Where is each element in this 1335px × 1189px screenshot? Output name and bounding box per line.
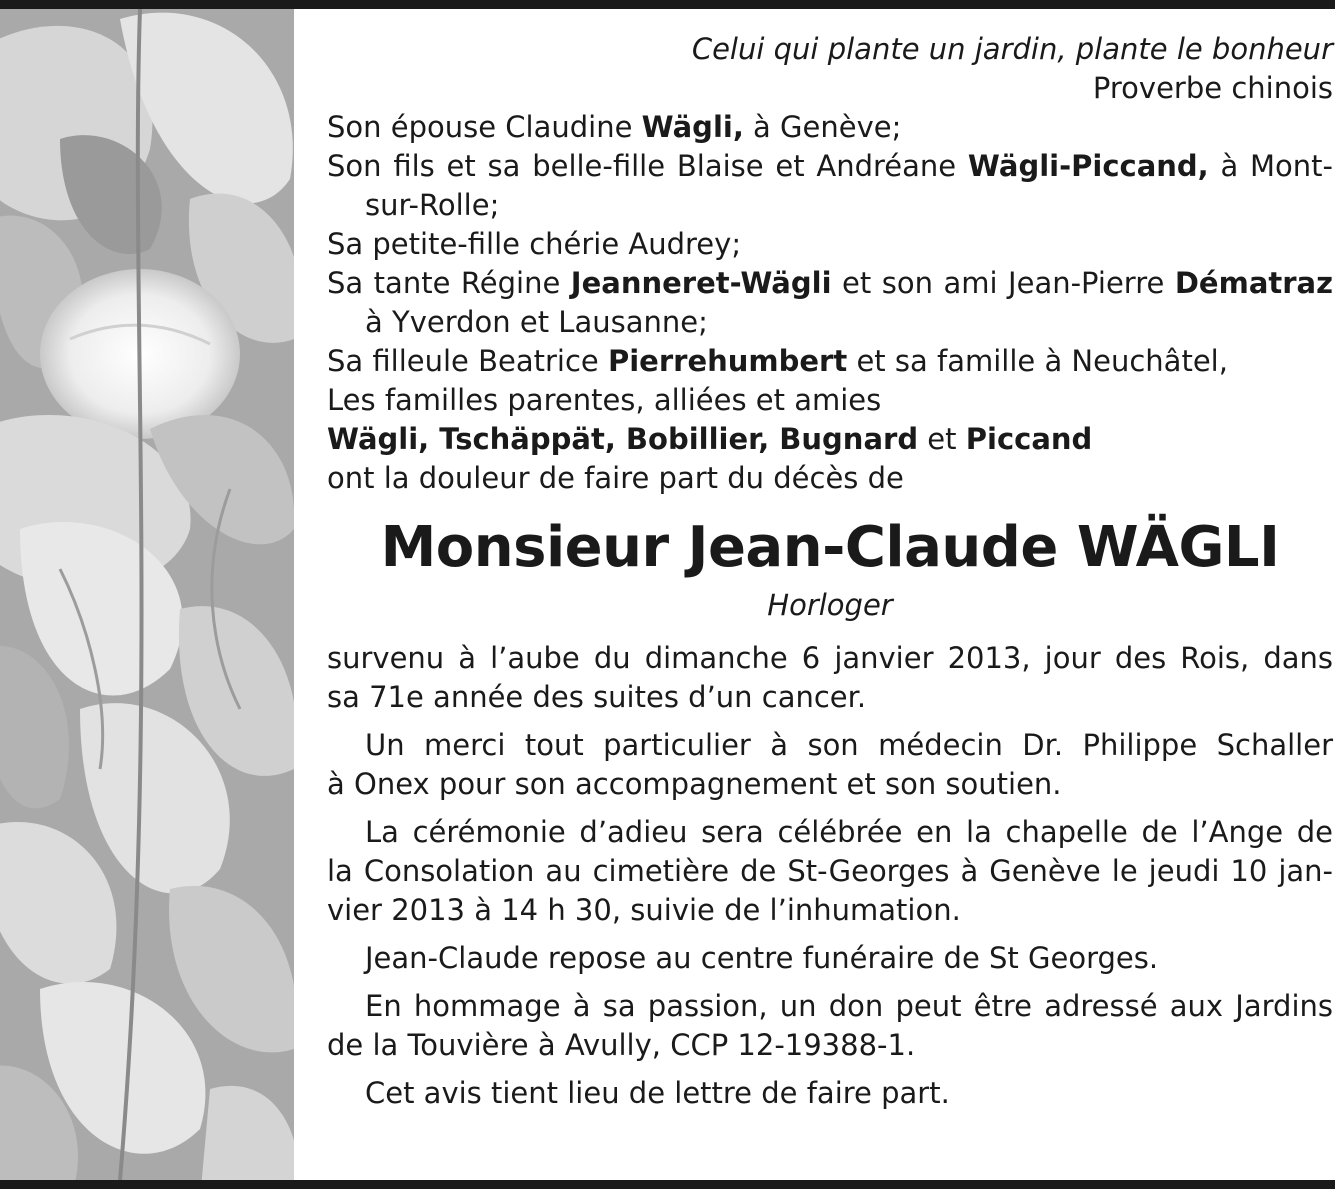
mourner-text: Sa tante Régine: [327, 266, 571, 300]
mourner-surname: Jeanneret-Wägli: [570, 266, 832, 300]
epigraph-quote: Celui qui plante un jardin, plante le bonheur: [691, 32, 1333, 66]
paragraph-line: Jean-Claude repose au centre funéraire de St Georges.: [365, 941, 1159, 975]
paragraph-line: survenu à l’aube du dimanche 6 janvier 2013, jour des Rois, dans: [327, 641, 1333, 675]
paragraph-line: de la Touvière à Avully, CCP 12-19388-1.: [327, 1028, 916, 1062]
mourner-families: Les familles parentes, alliées et amies: [327, 383, 882, 417]
ceremony-paragraph: [327, 813, 1333, 930]
mourner-text: Son épouse Claudine: [327, 110, 642, 144]
mourner-surname: Dématraz: [1174, 266, 1333, 300]
mourner-surname: Wägli-Piccand,: [967, 149, 1209, 183]
bottom-rule: [0, 1180, 1335, 1189]
mourner-granddaughter: Sa petite-fille chérie Audrey;: [327, 227, 742, 261]
mourner-text: Son fils et sa belle-fille Blaise et Andréane: [327, 149, 968, 183]
mourner-family-names: [327, 420, 1333, 459]
flower-leaves-image: [0, 9, 294, 1180]
thanks-paragraph: [327, 726, 1333, 804]
mourner-aunt: [327, 264, 1333, 303]
morning-glory-photo: [0, 9, 294, 1180]
paragraph-line: la Consolation au cimetière de St-Georges à Genève le jeudi 10 jan-: [327, 854, 1333, 888]
rest-paragraph: [327, 939, 1333, 978]
paragraph-line: En hommage à sa passion, un don peut être adressé aux Jardins: [365, 989, 1333, 1023]
deceased-name: Monsieur Jean-Claude WÄGLI: [380, 515, 1280, 580]
mourner-surname: Wägli, Tschäppät, Bobillier, Bugnard: [327, 422, 919, 456]
paragraph-line: Un merci tout particulier à son médecin Dr. Philippe Schaller: [365, 728, 1333, 762]
death-paragraph: [327, 639, 1333, 717]
donation-paragraph: [327, 987, 1333, 1065]
announcement-line: ont la douleur de faire part du décès de: [327, 461, 904, 495]
mourner-text: et son ami Jean-Pierre: [831, 266, 1175, 300]
mourner-text: Sa filleule Beatrice: [327, 344, 608, 378]
mourner-son: [327, 147, 1333, 186]
mourner-text: à Mont-: [1208, 149, 1334, 183]
mourner-son-place: sur-Rolle;: [365, 188, 500, 222]
paragraph-line: La cérémonie d’adieu sera célébrée en la chapelle de l’Ange de: [365, 815, 1333, 849]
top-rule: [0, 0, 1335, 9]
deceased-profession: Horloger: [767, 588, 893, 622]
mourner-text: et: [918, 422, 966, 456]
mourner-surname: Pierrehumbert: [607, 344, 848, 378]
epigraph-source: Proverbe chinois: [1092, 71, 1333, 105]
mourner-text: et sa famille à Neuchâtel,: [847, 344, 1228, 378]
obituary-text: [327, 30, 1333, 1122]
paragraph-line: Cet avis tient lieu de lettre de faire part.: [365, 1076, 950, 1110]
mourner-surname: Piccand: [965, 422, 1093, 456]
mourner-spouse: [327, 108, 1333, 147]
paragraph-line: sa 71e année des suites d’un cancer.: [327, 680, 867, 714]
mourner-text: à Genève;: [743, 110, 902, 144]
closing-paragraph: [327, 1074, 1333, 1113]
paragraph-line: à Onex pour son accompagnement et son soutien.: [327, 767, 1062, 801]
mourner-goddaughter: [327, 342, 1333, 381]
mourner-aunt-place: à Yverdon et Lausanne;: [365, 305, 708, 339]
mourner-surname: Wägli,: [641, 110, 744, 144]
paragraph-line: vier 2013 à 14 h 30, suivie de l’inhumation.: [327, 893, 961, 927]
